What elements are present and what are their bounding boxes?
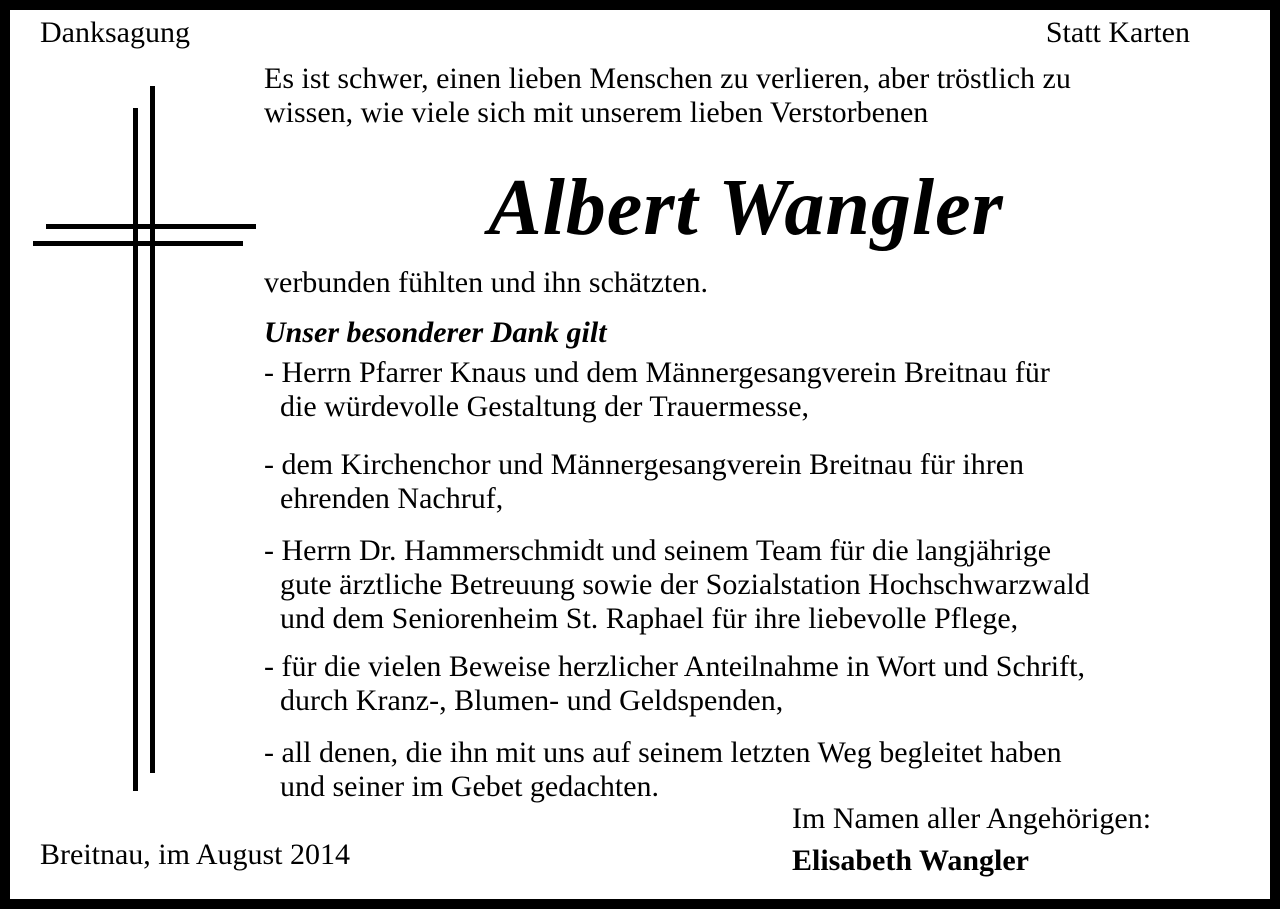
thanks-list-item [264, 534, 1090, 636]
thanks-list-item [264, 448, 1024, 516]
thanks-item-line: und seiner im Gebet gedachten. [280, 770, 660, 803]
thanks-item-line: - all denen, die ihn mit uns auf seinem letzten Weg begleitet haben [264, 736, 1062, 769]
thanks-item-line: und dem Seniorenheim St. Raphael für ihre liebevolle Pflege, [280, 602, 1019, 635]
thanks-list-item [264, 650, 1085, 718]
deceased-name: Albert Wangler [488, 164, 1004, 252]
cross-icon [0, 0, 260, 800]
thanks-item-line: gute ärztliche Betreuung sowie der Sozialstation Hochschwarzwald [280, 568, 1090, 601]
cross-vertical-bar [133, 108, 138, 791]
intro-text-line: wissen, wie viele sich mit unserem lieben Verstorbenen [264, 96, 929, 129]
thanks-item-line: durch Kranz-, Blumen- und Geldspenden, [280, 684, 784, 717]
thanks-item-line: die würdevolle Gestaltung der Trauermesse, [280, 390, 810, 423]
thanks-item-line: ehrenden Nachruf, [280, 482, 504, 515]
signoff-label: Im Namen aller Angehörigen: [792, 802, 1152, 835]
thanks-item-line: - Herrn Pfarrer Knaus und dem Männergesangverein Breitnau für [264, 356, 1050, 389]
thanks-heading: Unser besonderer Dank gilt [264, 316, 607, 349]
place-date: Breitnau, im August 2014 [40, 838, 350, 871]
intro-text-line: Es ist schwer, einen lieben Menschen zu verlieren, aber tröstlich zu [264, 62, 1071, 95]
cross-horizontal-bar [46, 224, 256, 229]
thanks-list-item [264, 736, 1062, 804]
heading-statt-karten: Statt Karten [1045, 16, 1190, 49]
thanks-item-line: - dem Kirchenchor und Männergesangverein Breitnau für ihren [264, 448, 1025, 481]
heading-danksagung: Danksagung [40, 16, 190, 49]
thanks-list-item [264, 356, 1050, 424]
thanks-item-line: - Herrn Dr. Hammerschmidt und seinem Team für die langjährige [264, 534, 1052, 567]
thanks-item-line: - für die vielen Beweise herzlicher Anteilnahme in Wort und Schrift, [264, 650, 1085, 683]
intro-text-line: verbunden fühlten und ihn schätzten. [264, 266, 709, 299]
cross-horizontal-bar [33, 241, 243, 246]
cross-vertical-bar [150, 86, 155, 773]
signoff-name: Elisabeth Wangler [792, 844, 1029, 877]
